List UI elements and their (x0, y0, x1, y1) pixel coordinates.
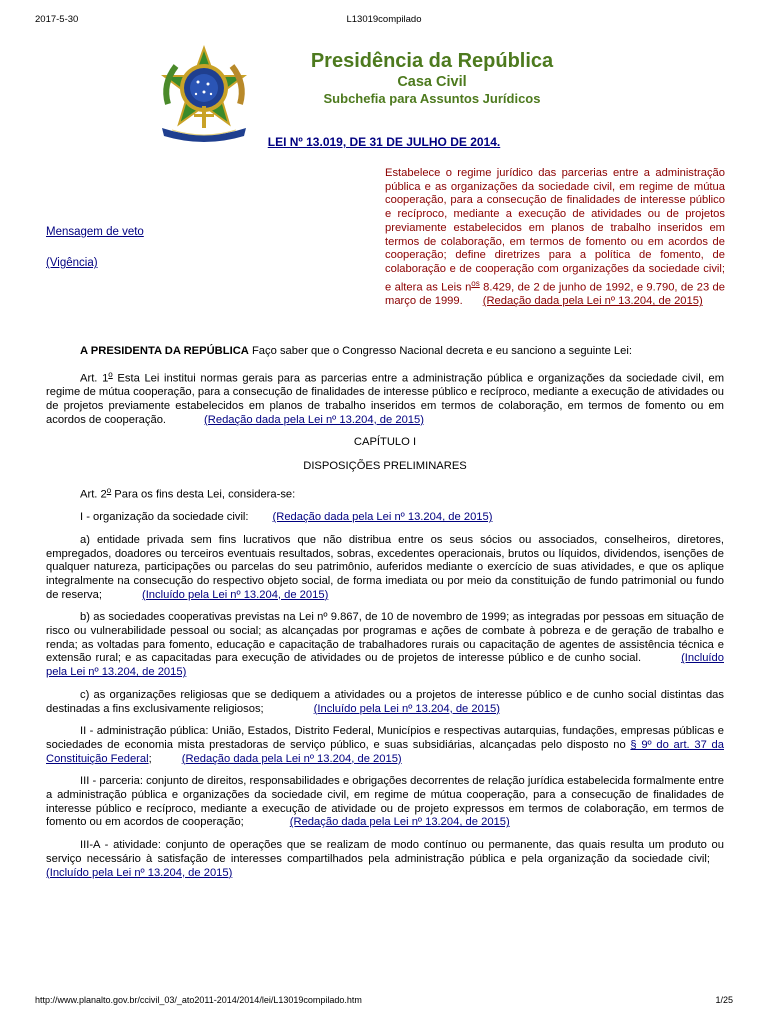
chapter-number: CAPÍTULO I (353, 436, 417, 449)
masthead-subtitle: Casa Civil (397, 74, 467, 90)
print-page-number: 1/25 (715, 995, 733, 1005)
vigencia-link[interactable]: (Vigência) (46, 257, 98, 269)
preamble-bold: A PRESIDENTA DA REPÚBLICA (80, 345, 249, 357)
art2-sup: o (106, 485, 112, 495)
veto-message-link[interactable]: Mensagem de veto (46, 226, 144, 238)
print-footer (35, 995, 733, 1009)
masthead-subtitle2: Subchefia para Assuntos Jurídicos (323, 91, 541, 106)
constitution-reference-link[interactable]: § 9º do art. 37 da Constituição Federal (46, 738, 724, 765)
article-1 (46, 368, 724, 428)
inciso-2 (46, 725, 724, 766)
al-c-text: c) as organizações religiosas que se dediquem a atividades ou a projetos de interesse público e de cunho social distintas das destinadas a fins exclusivamente religiosos; (46, 688, 724, 715)
inc3a-amendment-link[interactable]: (Incluído pela Lei nº 13.204, de 2015) (46, 866, 233, 879)
law-title-link[interactable]: LEI Nº 13.019, DE 31 DE JULHO DE 2014. (267, 135, 501, 149)
print-doc-title: L13019compilado (346, 14, 422, 25)
alinea-b (46, 611, 724, 680)
article-2 (46, 484, 724, 502)
preamble (46, 345, 724, 359)
ementa-text-2: 8.429, de 2 de junho de 1992, e 9.790, de 23 de março de 1999. (385, 281, 726, 308)
al-c-amendment-link[interactable]: (Incluído pela Lei nº 13.204, de 2015) (313, 702, 500, 715)
print-date: 2017-5-30 (35, 14, 79, 25)
inc2-after: ; (148, 752, 152, 765)
inciso-3a (46, 839, 724, 880)
ementa (385, 167, 725, 309)
law-title (0, 135, 768, 149)
inc1-amendment-link[interactable]: (Redação dada pela Lei nº 13.204, de 2015) (272, 511, 493, 524)
inc1-text: I - organização da sociedade civil: (80, 511, 249, 524)
side-links (46, 226, 144, 288)
inc2-text: II - administração pública: União, Estados, Distrito Federal, Municípios e respectivas autarquias, fundações, empresas públicas e sociedades de economia mista prestadoras de serviço público, e suas subsidiárias, alcançadas pelo disposto no (46, 725, 724, 751)
inc3-amendment-link[interactable]: (Redação dada pela Lei nº 13.204, de 2015) (289, 816, 510, 829)
preamble-text: Faço saber que o Congresso Nacional decreta e eu sanciono a seguinte Lei: (248, 345, 632, 357)
ementa-amendment-link[interactable]: (Redação dada pela Lei nº 13.204, de 2015) (482, 295, 703, 308)
inciso-1 (46, 511, 724, 525)
al-b-text: b) as sociedades cooperativas previstas na Lei nº 9.867, de 10 de novembro de 1999; as integradas por pessoas em situação de risco ou vulnerabilidade pessoal ou social; as alcançadas por programas e ações de combate à pobreza e de geração de trabalho e renda; as voltadas para fomento, educação e capacitação de trabalhadores rurais ou capacitação de agentes de assistência técnica e extensão rural; e as capacitadas para execução de atividades ou de projetos de interesse público e de cunho social. (46, 611, 724, 665)
chapter-title: DISPOSIÇÕES PRELIMINARES (303, 459, 467, 472)
art1-sup: o (108, 369, 113, 379)
inc2-amendment-link[interactable]: (Redação dada pela Lei nº 13.204, de 2015) (181, 752, 402, 765)
print-url: http://www.planalto.gov.br/ccivil_03/_ato2011-2014/2014/lei/L13019compilado.htm (35, 995, 362, 1005)
brazil-coat-of-arms-icon (148, 44, 260, 144)
print-header (35, 14, 733, 28)
art1-text: Esta Lei institui normas gerais para as parcerias entre a administração pública e organizações da sociedade civil, em regime de mútua cooperação, para a consecução de finalidades de interesse público e recíproco, mediante a execução de atividades ou de projetos previamente estabelecidos em planos de trabalho inseridos em termos de colaboração, em termos de fomento ou em acordos de cooperação. (46, 372, 725, 426)
inciso-3 (46, 775, 724, 830)
alinea-c (46, 689, 724, 716)
alinea-a (46, 534, 724, 603)
art2-label: Art. 2 (80, 488, 107, 501)
ementa-sup: os (471, 278, 480, 288)
masthead-titles (262, 48, 602, 108)
inc3-text: III - parceria: conjunto de direitos, responsabilidades e obrigações decorrentes de relação jurídica estabelecida formalmente entre a administração pública e organizações da sociedade civil, em regime de mútua cooperação, para a consecução de finalidades de interesse público e recíproco, mediante a execução de atividade ou de projeto expressos em termos de colaboração, em termos de fomento ou em acordos de cooperação; (46, 775, 724, 829)
ementa-text: Estabelece o regime jurídico das parcerias entre a administração pública e as organizações da sociedade civil, em regime de mútua cooperação, para a consecução de finalidades de interesse público e recíproco, mediante a execução de atividades ou de projetos previamente estabelecidos em planos de trabalho inseridos em termos de colaboração, em termos de fomento ou em acordos de cooperação; define diretrizes para a política de fomento, de colaboração e de cooperação com organizações da sociedade civil; e altera as Leis n (385, 167, 725, 294)
art1-label: Art. 1 (80, 372, 109, 385)
al-b-amendment-link[interactable]: (Incluído pela Lei nº 13.204, de 2015) (46, 652, 724, 679)
art1-amendment-link[interactable]: (Redação dada pela Lei nº 13.204, de 2015) (204, 413, 424, 426)
law-body (46, 345, 724, 889)
masthead-title: Presidência da República (310, 50, 554, 72)
art2-text: Para os fins desta Lei, considera-se: (111, 488, 296, 501)
inc3a-text: III-A - atividade: conjunto de operações que se realizam de modo contínuo ou permanente, das quais resulta um produto ou serviço necessário à satisfação de interesses compartilhados pela administração pública e pela organização da sociedade civil; (46, 839, 724, 865)
al-a-amendment-link[interactable]: (Incluído pela Lei nº 13.204, de 2015) (141, 588, 329, 601)
al-a-text: a) entidade privada sem fins lucrativos que não distribua entre os seus sócios ou associados, conselheiros, diretores, empregados, doadores ou terceiros eventuais resultados, sobras, excedentes operacionais, brutos ou líquidos, dividendos, isenções de qualquer natureza, participações ou parcelas do seu patrimônio, auferidos mediante o exercício de suas atividades, e que os aplique integralmente na consecução do respectivo objeto social, de forma imediata ou por meio da constituição de fundo patrimonial ou fundo de reserva; (46, 533, 724, 601)
